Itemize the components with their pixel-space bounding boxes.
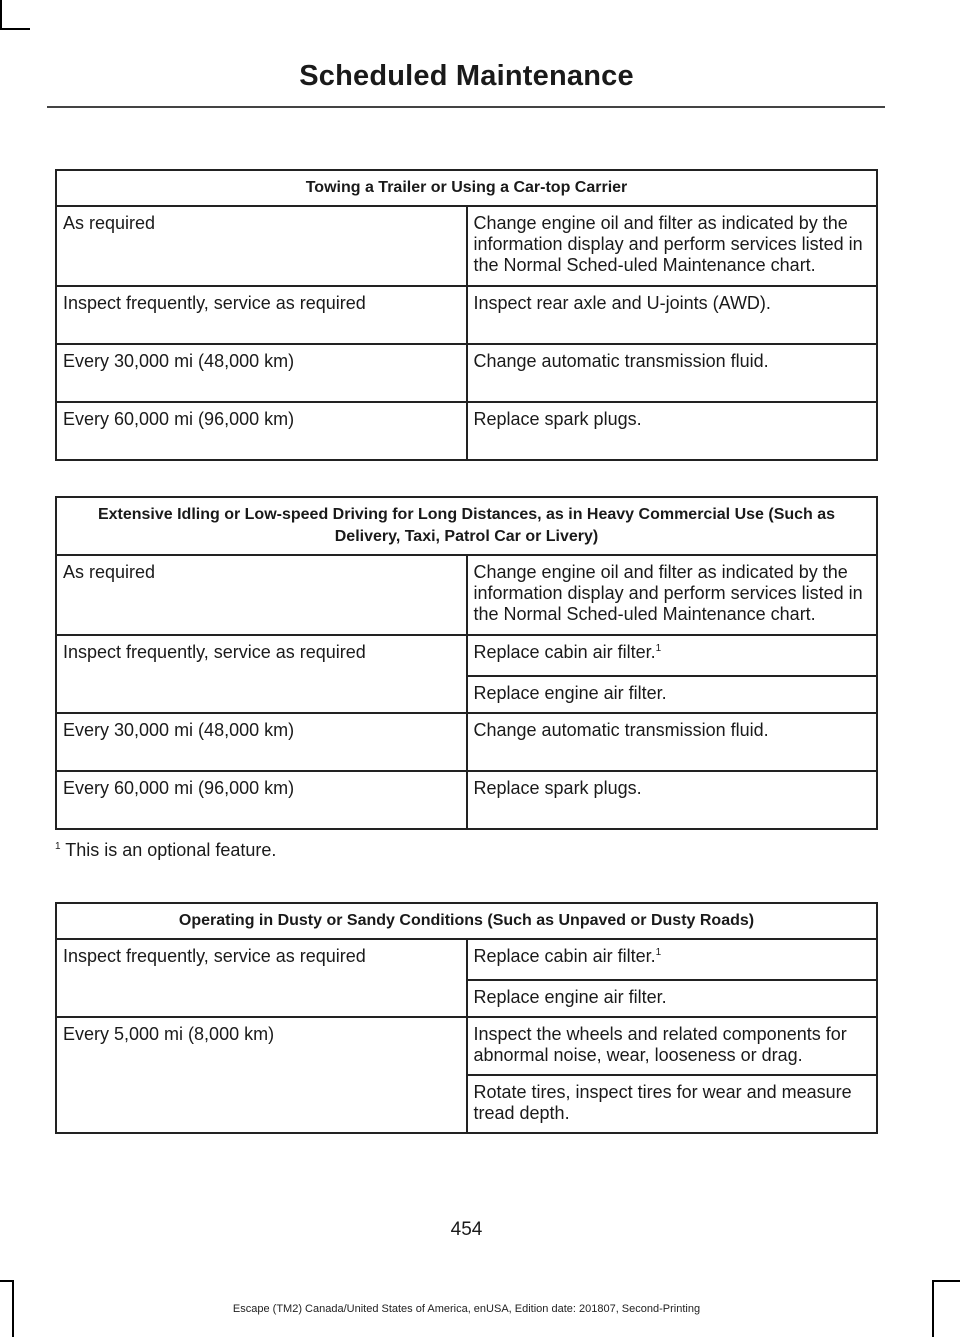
page-number: 454 — [450, 1219, 483, 1240]
task-cell: Inspect the wheels and related components for abnormal noise, wear, looseness or drag. — [467, 1017, 878, 1075]
interval-cell: Inspect frequently, service as required — [56, 635, 467, 713]
table-title: Towing a Trailer or Using a Car-top Carrier — [56, 170, 877, 206]
footnote — [55, 840, 276, 861]
task-cell: Replace spark plugs. — [467, 771, 878, 829]
task-cell — [467, 939, 878, 980]
task-cell: Change engine oil and filter as indicated by the information display and perform services listed in the Normal Sched-uled Maintenance chart. — [467, 555, 878, 635]
table-row — [56, 402, 877, 460]
table-header-row — [56, 903, 877, 939]
header-divider — [47, 106, 885, 108]
interval-cell: As required — [56, 555, 467, 635]
crop-mark — [932, 1280, 960, 1282]
task-cell: Replace engine air filter. — [467, 676, 878, 713]
task-cell: Inspect rear axle and U-joints (AWD). — [467, 286, 878, 344]
task-cell — [467, 635, 878, 676]
maintenance-table-towing — [55, 169, 878, 461]
table-row — [56, 206, 877, 286]
interval-cell: Every 60,000 mi (96,000 km) — [56, 771, 467, 829]
table-header-row — [56, 170, 877, 206]
footnote-marker: 1 — [655, 947, 662, 958]
task-cell: Replace spark plugs. — [467, 402, 878, 460]
table-row — [56, 713, 877, 771]
task-cell: Change automatic transmission fluid. — [467, 713, 878, 771]
page-title: Scheduled Maintenance — [299, 60, 634, 92]
interval-cell: Every 5,000 mi (8,000 km) — [56, 1017, 467, 1133]
table-row — [56, 635, 877, 676]
task-text: Replace cabin air filter. — [473, 946, 656, 966]
table-row — [56, 939, 877, 980]
footnote-text: This is an optional feature. — [65, 840, 277, 860]
task-cell: Rotate tires, inspect tires for wear and measure tread depth. — [467, 1075, 878, 1133]
interval-cell: As required — [56, 206, 467, 286]
interval-cell: Inspect frequently, service as required — [56, 939, 467, 1017]
task-text: Replace cabin air filter. — [473, 642, 656, 662]
table-title: Operating in Dusty or Sandy Conditions (Such as Unpaved or Dusty Roads) — [56, 903, 877, 939]
task-cell: Change automatic transmission fluid. — [467, 344, 878, 402]
crop-mark — [0, 28, 30, 30]
table-row — [56, 344, 877, 402]
table-row — [56, 1017, 877, 1075]
interval-cell: Inspect frequently, service as required — [56, 286, 467, 344]
maintenance-table-dusty — [55, 902, 878, 1134]
interval-cell: Every 30,000 mi (48,000 km) — [56, 344, 467, 402]
maintenance-table-idling — [55, 496, 878, 830]
footer-edition-info: Escape (TM2) Canada/United States of America, enUSA, Edition date: 201807, Second-Printing — [232, 1303, 701, 1315]
footnote-marker: 1 — [655, 643, 662, 654]
table-header-row — [56, 497, 877, 555]
interval-cell: Every 60,000 mi (96,000 km) — [56, 402, 467, 460]
crop-mark — [0, 0, 2, 30]
task-cell: Replace engine air filter. — [467, 980, 878, 1017]
table-row — [56, 286, 877, 344]
table-row — [56, 771, 877, 829]
table-title: Extensive Idling or Low-speed Driving for Long Distances, as in Heavy Commercial Use (Such as Delivery, Taxi, Patrol Car or Livery) — [56, 497, 877, 555]
footnote-marker: 1 — [55, 841, 61, 852]
table-row — [56, 555, 877, 635]
task-cell: Change engine oil and filter as indicated by the information display and perform services listed in the Normal Sched-uled Maintenance chart. — [467, 206, 878, 286]
interval-cell: Every 30,000 mi (48,000 km) — [56, 713, 467, 771]
